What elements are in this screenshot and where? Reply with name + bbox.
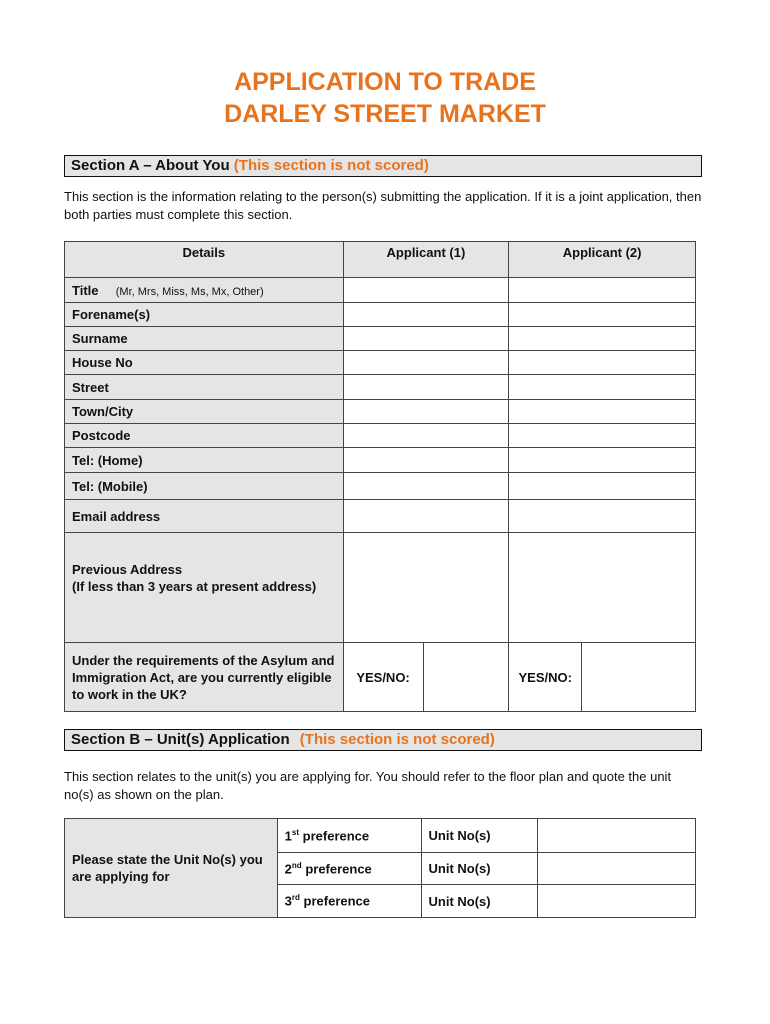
applicant-1-surname-field[interactable]	[343, 327, 509, 351]
tel-home-label: Tel: (Home)	[65, 448, 344, 473]
tel-mobile-label: Tel: (Mobile)	[65, 473, 344, 500]
unit-preference-table	[64, 818, 696, 918]
details-header: Details	[65, 242, 344, 278]
applicant-1-yes-no-label: YES/NO:	[344, 643, 424, 711]
first-pref-text: preference	[302, 828, 370, 844]
previous-address-line-1: Previous Address	[72, 562, 183, 577]
applicant-1-town-field[interactable]	[343, 400, 509, 424]
third-unit-label: Unit No(s)	[421, 885, 538, 918]
second-pref-sup: nd	[291, 860, 302, 870]
applicant-1-tel-home-field[interactable]	[343, 448, 509, 473]
third-unit-field[interactable]	[538, 885, 696, 918]
third-pref-num: 3	[284, 893, 292, 909]
applicant-2-surname-field[interactable]	[509, 327, 696, 351]
title-line-1: APPLICATION TO TRADE	[234, 68, 536, 96]
applicant-1-street-field[interactable]	[343, 375, 509, 400]
applicant-2-house-no-field[interactable]	[509, 351, 696, 375]
asylum-question: Under the requirements of the Asylum and Immigration Act, are you currently eligible to work in the UK?	[65, 643, 344, 712]
second-unit-label: Unit No(s)	[421, 853, 538, 885]
second-preference-label	[277, 853, 421, 885]
second-pref-text: preference	[305, 861, 372, 877]
first-unit-label: Unit No(s)	[421, 819, 538, 853]
title-label: Title	[72, 282, 99, 298]
form-title	[0, 66, 770, 130]
applicant-1-tel-mobile-field[interactable]	[343, 473, 509, 500]
section-b-heading	[64, 729, 702, 751]
section-b-note: (This section is not scored)	[299, 731, 495, 748]
forename-label: Forename(s)	[65, 303, 344, 327]
applicant-2-previous-address-field[interactable]	[509, 533, 696, 643]
applicant-1-header: Applicant (1)	[343, 242, 509, 278]
section-a-note: (This section is not scored)	[233, 157, 429, 174]
title-line-2: DARLEY STREET MARKET	[224, 100, 546, 128]
applicant-1-yes-no-field[interactable]	[423, 643, 508, 711]
third-pref-text: preference	[303, 893, 371, 909]
second-unit-field[interactable]	[538, 853, 696, 885]
applicant-2-title-field[interactable]	[509, 278, 696, 303]
town-city-label: Town/City	[65, 400, 344, 424]
applicant-1-title-field[interactable]	[343, 278, 509, 303]
previous-address-line-2: (If less than 3 years at present address)	[72, 579, 317, 594]
applicant-1-email-field[interactable]	[343, 500, 509, 533]
applicant-2-yes-no-label: YES/NO:	[509, 643, 582, 712]
third-preference-label	[277, 885, 421, 918]
title-options: (Mr, Mrs, Miss, Ms, Mx, Other)	[115, 285, 264, 298]
first-preference-label	[277, 819, 421, 853]
first-pref-sup: st	[291, 827, 300, 837]
second-pref-num: 2	[284, 861, 292, 877]
applicant-2-tel-home-field[interactable]	[509, 448, 696, 473]
applicant-2-street-field[interactable]	[509, 375, 696, 400]
applicant-2-postcode-field[interactable]	[509, 424, 696, 448]
applicant-1-eligibility-cell	[343, 643, 509, 712]
house-no-label: House No	[65, 351, 344, 375]
applicant-1-house-no-field[interactable]	[343, 351, 509, 375]
postcode-label: Postcode	[65, 424, 344, 448]
applicant-2-tel-mobile-field[interactable]	[509, 473, 696, 500]
applicant-2-header: Applicant (2)	[509, 242, 696, 278]
applicant-2-email-field[interactable]	[509, 500, 696, 533]
section-a-intro: This section is the information relating to the person(s) submitting the application. If it is a joint application, then both parties must complete this section.	[64, 189, 702, 222]
third-pref-sup: rd	[291, 893, 300, 903]
applicant-2-forename-field[interactable]	[509, 303, 696, 327]
applicant-1-forename-field[interactable]	[343, 303, 509, 327]
email-label: Email address	[65, 500, 344, 533]
first-pref-num: 1	[284, 828, 292, 844]
section-b-intro: This section relates to the unit(s) you are applying for. You should refer to the floor plan and quote the unit no(s) as shown on the plan.	[64, 769, 672, 802]
street-label: Street	[65, 375, 344, 400]
applicant-1-eligibility-split	[344, 643, 509, 711]
applicant-1-postcode-field[interactable]	[343, 424, 509, 448]
section-b-title: Section B – Unit(s) Application	[71, 731, 290, 748]
section-a-heading	[64, 155, 702, 177]
first-unit-field[interactable]	[538, 819, 696, 853]
applicant-details-table	[64, 241, 696, 712]
previous-address-label	[65, 533, 344, 643]
section-a-title: Section A – About You	[71, 157, 230, 174]
applicant-2-yes-no-field[interactable]	[582, 643, 696, 712]
title-row-label	[65, 278, 344, 303]
applicant-1-previous-address-field[interactable]	[343, 533, 509, 643]
surname-label: Surname	[65, 327, 344, 351]
unit-question: Please state the Unit No(s) you are applying for	[65, 819, 278, 918]
applicant-2-town-field[interactable]	[509, 400, 696, 424]
